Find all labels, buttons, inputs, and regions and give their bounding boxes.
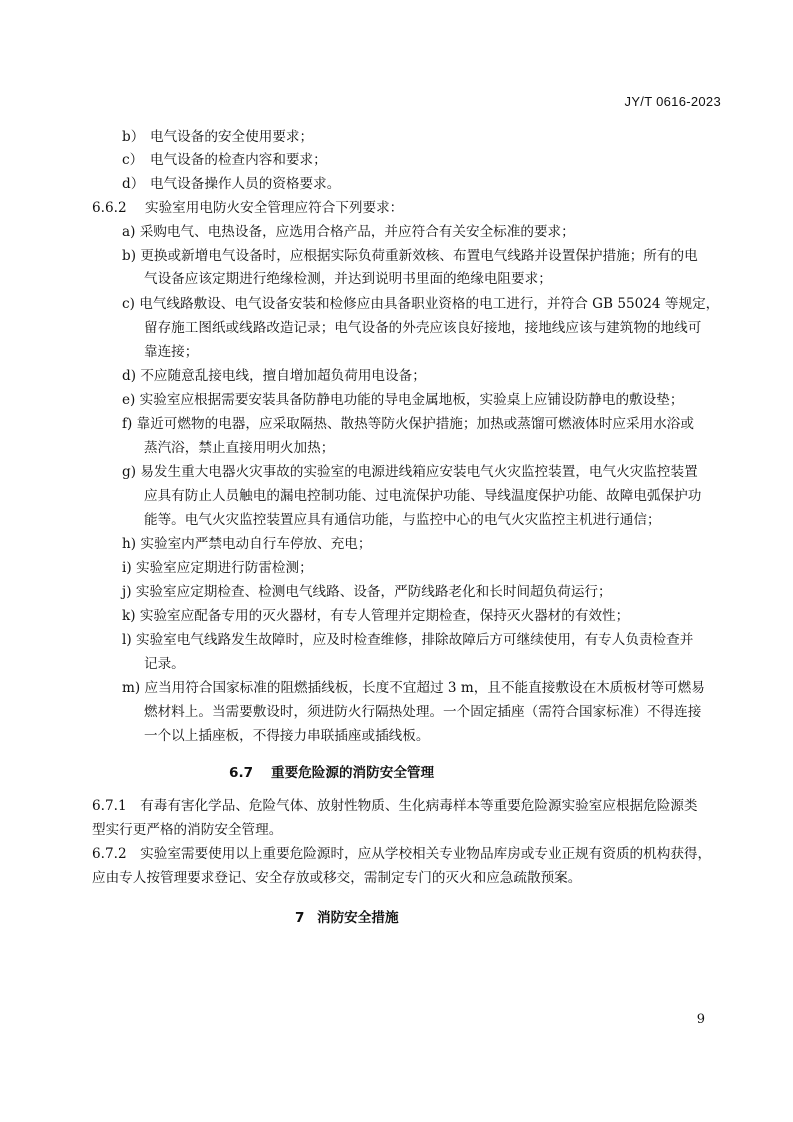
clause-671-cont: 型实行更严格的消防安全管理。 <box>92 822 283 838</box>
list-item-g-cont1: 应具有防止人员触电的漏电控制功能、过电流保护功能、导线温度保护功能、故障电弧保护功 <box>144 488 702 504</box>
list-item-e: e) 实验室应根据需要安装具备防静电功能的导电金属地板，实验桌上应铺设防静电的敷设垫； <box>122 392 684 408</box>
list-item-j: j) 实验室应定期检查、检测电气线路、设备，严防线路老化和长时间超负荷运行； <box>122 584 612 600</box>
list-item-b2: b) 更换或新增电气设备时，应根据实际负荷重新效核、布置电气线路并设置保护措施；所有的电 <box>122 248 698 264</box>
list-item-g-cont2: 能等。电气火灾监控装置应具有通信功能，与监控中心的电气火灾监控主机进行通信； <box>144 512 661 528</box>
chapter-number: 7 <box>295 910 305 926</box>
section-number: 6.7 <box>229 765 254 781</box>
list-item-a: a) 采购电气、电热设备，应选用合格产品，并应符合有关安全标准的要求； <box>122 224 575 240</box>
list-item-d: 电气设备操作人员的资格要求。 <box>150 176 341 192</box>
chapter-heading: 消防安全措施 <box>317 910 399 926</box>
list-item-h: h) 实验室内严禁电动自行车停放、充电； <box>122 536 372 552</box>
list-item-d2: d) 不应随意乱接电线，擅自增加超负荷用电设备； <box>122 368 426 384</box>
clause-672: 6.7.2 实验室需要使用以上重要危险源时，应从学校相关专业物品库房或专业正规有资质的机构获得， <box>92 846 712 862</box>
list-item-m: m) 应当用符合国家标准的阻燃插线板，长度不宜超过 3 m，且不能直接敷设在木质板材等可燃易 <box>122 680 705 696</box>
list-item-c-mark: c） <box>122 152 144 168</box>
clause-671: 6.7.1 有毒有害化学品、危险气体、放射性物质、生化病毒样本等重要危险源实验室应根据危险源类 <box>92 798 698 814</box>
list-item-b-mark: b） <box>122 129 145 145</box>
list-item-c: 电气设备的检查内容和要求； <box>150 152 327 168</box>
list-item-c2-cont2: 靠连接； <box>144 344 199 360</box>
list-item-m-cont2: 一个以上插座板，不得接力串联插座或插线板。 <box>144 728 430 744</box>
list-item-l-cont: 记录。 <box>144 656 185 672</box>
list-item-b2-cont: 气设备应该定期进行绝缘检测，并达到说明书里面的绝缘电阻要求； <box>144 271 552 287</box>
list-item-f: f) 靠近可燃物的电器，应采取隔热、散热等防火保护措施；加热或蒸馏可燃液体时应采用水浴或 <box>122 416 694 432</box>
list-item-f-cont: 蒸汽浴，禁止直接用明火加热； <box>144 440 335 456</box>
list-item-c2-cont1: 留存施工图纸或线路改造记录；电气设备的外壳应该良好接地，接地线应该与建筑物的地线可 <box>144 320 702 336</box>
list-item-m-cont1: 燃材料上。当需要敷设时，须进防火行隔热处理。一个固定插座（需符合国家标准）不得连接 <box>144 704 702 720</box>
list-item-b: 电气设备的安全使用要求； <box>150 129 314 145</box>
clause-672-cont: 应由专人按管理要求登记、安全存放或移交，需制定专门的灭火和应急疏散预案。 <box>92 870 582 886</box>
list-item-i: i) 实验室应定期进行防雷检测； <box>122 560 313 576</box>
section-heading: 重要危险源的消防安全管理 <box>271 765 435 781</box>
list-item-g: g) 易发生重大电器火灾事故的实验室的电源进线箱应安装电气火灾监控装置，电气火灾监控装置 <box>122 464 698 480</box>
list-item-d-mark: d） <box>122 176 145 192</box>
document-id: JY/T 0616-2023 <box>624 94 721 109</box>
list-item-c2: c) 电气线路敷设、电气设备安装和检修应由具备职业资格的电工进行，并符合 GB 55024 等规定， <box>122 296 720 312</box>
list-item-l: l) 实验室电气线路发生故障时，应及时检查维修，排除故障后方可继续使用，有专人负责检查并 <box>122 632 694 648</box>
page-number: 9 <box>696 1012 705 1027</box>
list-item-k: k) 实验室应配备专用的灭火器材，有专人管理并定期检查，保持灭火器材的有效性； <box>122 608 630 624</box>
clause-number: 6.6.2 <box>92 200 127 216</box>
clause-text: 实验室用电防火安全管理应符合下列要求： <box>145 200 404 216</box>
